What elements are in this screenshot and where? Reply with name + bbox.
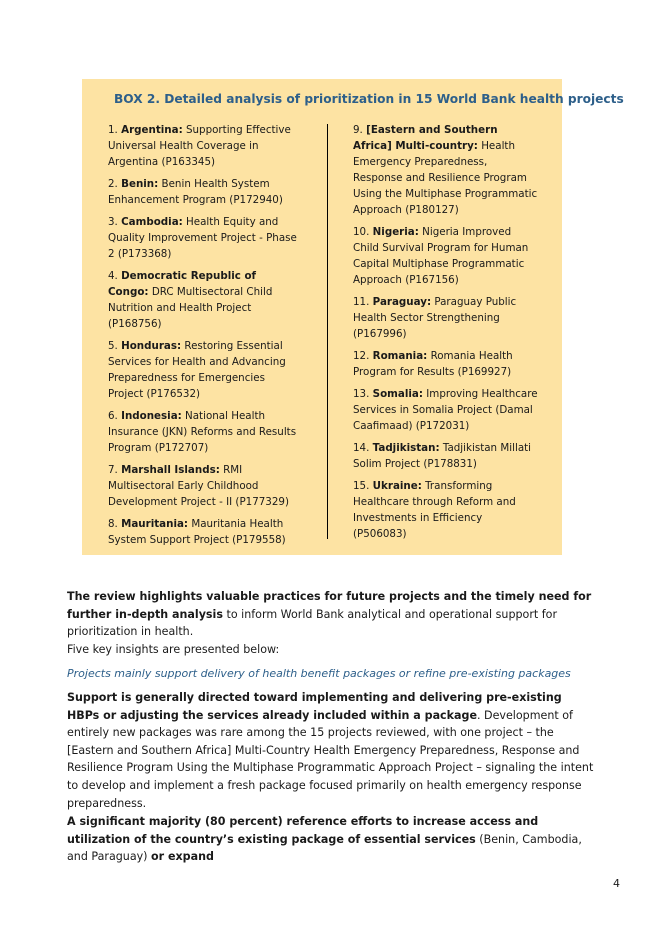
project-country: Nigeria: — [372, 226, 419, 238]
project-number: 13. — [353, 388, 370, 400]
project-list-item — [108, 462, 300, 510]
box-right-column — [353, 122, 538, 548]
project-title: Tadjikistan Millati Solim Project (P178831) — [353, 442, 532, 470]
project-title: Mauritania Health System Support Project (P179558) — [108, 518, 286, 546]
project-title: Supporting Effective Universal Health Coverage in Argentina (P163345) — [108, 124, 291, 168]
project-title: Improving Healthcare Services in Somalia Project (Damal Caafimaad) (P172031) — [353, 388, 538, 432]
paragraph-support-text: . Development of entirely new packages was rare among the 15 projects reviewed, with one project – the [Eastern and Southern Africa] Multi-Country Health Emergency Preparedness, Response and Resilience Program Using the Multiphase Programmatic Approach Project – signaling the intent to develop and implement a fresh package focused primarily on health emergency response preparedness. — [67, 708, 594, 810]
project-country: Indonesia: — [121, 410, 182, 422]
project-number: 4. — [108, 270, 118, 282]
project-title: Health Emergency Preparedness, Response and Resilience Program Using the Multiphase Programmatic Approach (P180127) — [353, 140, 538, 216]
project-list-item — [353, 294, 538, 342]
box-left-column — [108, 122, 300, 554]
project-country: Marshall Islands: — [121, 464, 220, 476]
project-number: 6. — [108, 410, 118, 422]
paragraph-review — [67, 588, 595, 641]
page-number: 4 — [613, 877, 620, 890]
paragraph-support — [67, 689, 595, 812]
project-number: 10. — [353, 226, 370, 238]
project-number: 9. — [353, 124, 363, 136]
project-number: 2. — [108, 178, 118, 190]
project-title: Benin Health System Enhancement Program (P172940) — [108, 178, 283, 206]
project-list-item — [353, 224, 538, 288]
project-list-item — [353, 478, 538, 542]
project-number: 8. — [108, 518, 118, 530]
project-number: 7. — [108, 464, 118, 476]
column-divider — [327, 124, 328, 539]
project-country: Tadjikistan: — [372, 442, 440, 454]
project-list-item — [353, 440, 538, 472]
project-number: 1. — [108, 124, 118, 136]
project-list-item — [108, 338, 300, 402]
box-2-panel — [82, 79, 624, 555]
project-list-item — [353, 348, 538, 380]
project-country: [Eastern and Southern Africa] Multi-country: — [353, 124, 498, 152]
project-number: 14. — [353, 442, 370, 454]
project-country: Argentina: — [121, 124, 183, 136]
project-country: Honduras: — [121, 340, 182, 352]
project-list-item — [108, 408, 300, 456]
project-title: Paraguay Public Health Sector Strengthening (P167996) — [353, 296, 517, 340]
paragraph-majority-bold-end: or expand — [151, 850, 214, 864]
project-country: Ukraine: — [372, 480, 422, 492]
paragraph-majority — [67, 813, 595, 866]
project-title: DRC Multisectoral Child Nutrition and Health Project (P168756) — [108, 286, 273, 330]
project-number: 15. — [353, 480, 370, 492]
project-country: Somalia: — [372, 388, 423, 400]
project-number: 12. — [353, 350, 370, 362]
box-title: BOX 2. Detailed analysis of prioritization in 15 World Bank health projects — [114, 92, 624, 106]
project-title: Health Equity and Quality Improvement Project - Phase 2 (P173368) — [108, 216, 297, 260]
project-country: Cambodia: — [121, 216, 183, 228]
project-country: Romania: — [372, 350, 428, 362]
project-country: Benin: — [121, 178, 159, 190]
paragraph-support-bold: Support is generally directed toward implementing and delivering pre-existing HBPs or adjusting the services already included within a package — [67, 691, 562, 722]
project-list-item — [108, 268, 300, 332]
project-list-item — [108, 122, 300, 170]
paragraph-majority-text: (Benin, Cambodia, and Paraguay) — [67, 832, 582, 864]
project-title: Transforming Healthcare through Reform and Investments in Efficiency (P506083) — [353, 480, 516, 540]
project-list-item — [108, 176, 300, 208]
project-list-item — [353, 122, 538, 218]
paragraph-insights-intro: Five key insights are presented below: — [67, 643, 280, 656]
project-list-item — [108, 214, 300, 262]
project-number: 11. — [353, 296, 370, 308]
project-title: RMI Multisectoral Early Childhood Development Project - II (P177329) — [108, 464, 289, 508]
section-subheading: Projects mainly support delivery of health benefit packages or refine pre-existing packages — [67, 667, 571, 680]
project-number: 3. — [108, 216, 118, 228]
paragraph-review-bold: The review highlights valuable practices for future projects and the timely need for further in-depth analysis — [67, 590, 592, 621]
project-title: National Health Insurance (JKN) Reforms and Results Program (P172707) — [108, 410, 297, 454]
project-title: Romania Health Program for Results (P169927) — [353, 350, 513, 378]
project-list-item — [108, 516, 300, 548]
project-title: Nigeria Improved Child Survival Program for Human Capital Multiphase Programmatic Approach (P167156) — [353, 226, 529, 286]
project-list-item — [353, 386, 538, 434]
paragraph-majority-bold: A significant majority (80 percent) reference efforts to increase access and utilization of the country’s existing package of essential services — [67, 815, 539, 846]
paragraph-review-text: to inform World Bank analytical and operational support for prioritization in health. — [67, 607, 558, 639]
project-country: Paraguay: — [372, 296, 432, 308]
project-title: Restoring Essential Services for Health and Advancing Preparedness for Emergencies Project (P176532) — [108, 340, 286, 400]
project-country: Mauritania: — [121, 518, 189, 530]
project-country: Democratic Republic of Congo: — [108, 270, 256, 298]
project-number: 5. — [108, 340, 118, 352]
